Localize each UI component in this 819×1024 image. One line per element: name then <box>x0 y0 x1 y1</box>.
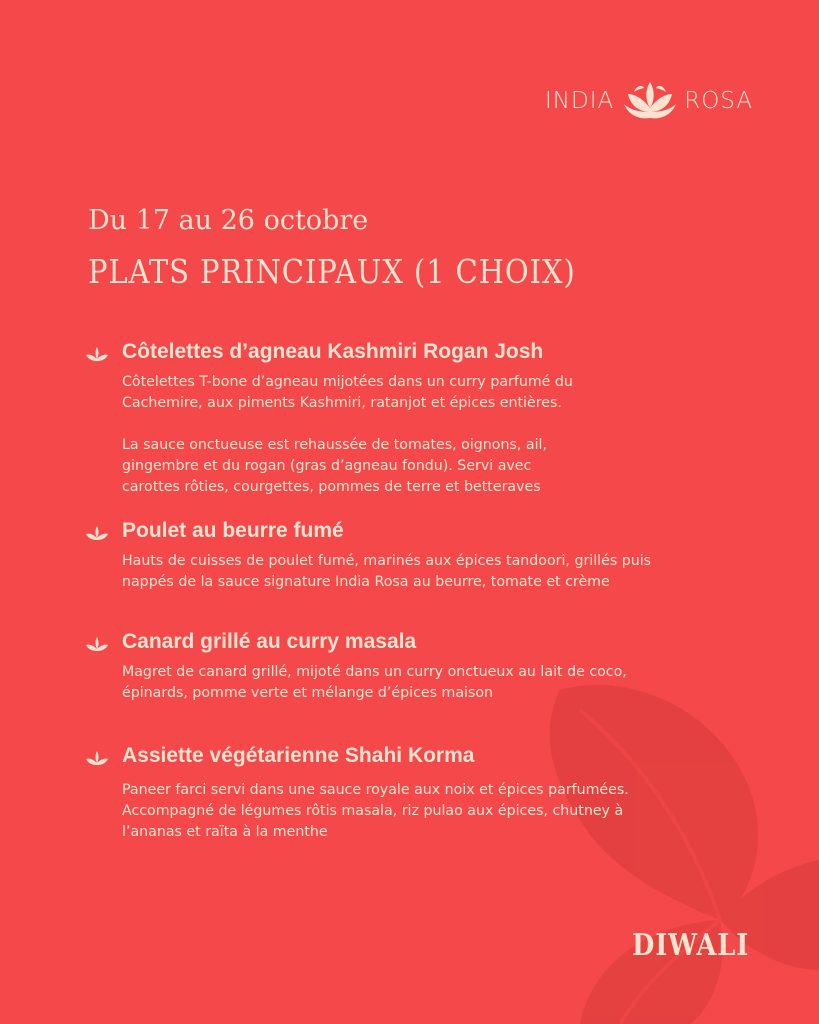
brand-word-left: INDIA <box>545 87 615 114</box>
menu-item-description: Paneer farci servi dans une sauce royale aux noix et épices parfumées. Accompagné de légumes rôtis masala, riz pulao aux épices, chutney à l’ananas et raïta à la menthe <box>122 782 629 840</box>
menu-item-title: Assiette végétarienne Shahi Korma <box>122 744 475 767</box>
event-dates: Du 17 au 26 octobre <box>88 205 369 236</box>
brand-word-right: ROSA <box>684 87 754 114</box>
lotus-icon <box>622 78 678 124</box>
menu-item-title: Canard grillé au curry masala <box>122 630 417 653</box>
menu-item-description: Magret de canard grillé, mijoté dans un curry onctueux au lait de coco, épinards, pomme verte et mélange d’épices maison <box>122 664 627 701</box>
section-title: PLATS PRINCIPAUX (1 CHOIX) <box>88 252 576 291</box>
leaf-bullet-icon <box>86 636 108 654</box>
menu-item-title: Côtelettes d’agneau Kashmiri Rogan Josh <box>122 340 544 363</box>
leaf-bullet-icon <box>86 750 108 768</box>
leaf-watermark-icon <box>520 670 819 1024</box>
menu-item-description: Hauts de cuisses de poulet fumé, marinés aux épices tandoori, grillés puis nappés de la sauce signature India Rosa au beurre, tomate et crème <box>122 553 652 590</box>
leaf-bullet-icon <box>86 525 108 543</box>
leaf-bullet-icon <box>86 346 108 364</box>
event-name: DIWALI <box>632 928 750 963</box>
brand-logo <box>545 78 753 124</box>
menu-item-title: Poulet au beurre fumé <box>122 519 344 542</box>
menu-item-description: Côtelettes T-bone d’agneau mijotées dans un curry parfumé du Cachemire, aux piments Kashmiri, ratanjot et épices entières. La sauce onctueuse est rehaussée de tomates, oignons, ail, gingembre et du rogan (gras d’agneau fondu). Servi avec carottes rôties, courgettes, pommes de terre et betteraves <box>122 374 573 495</box>
